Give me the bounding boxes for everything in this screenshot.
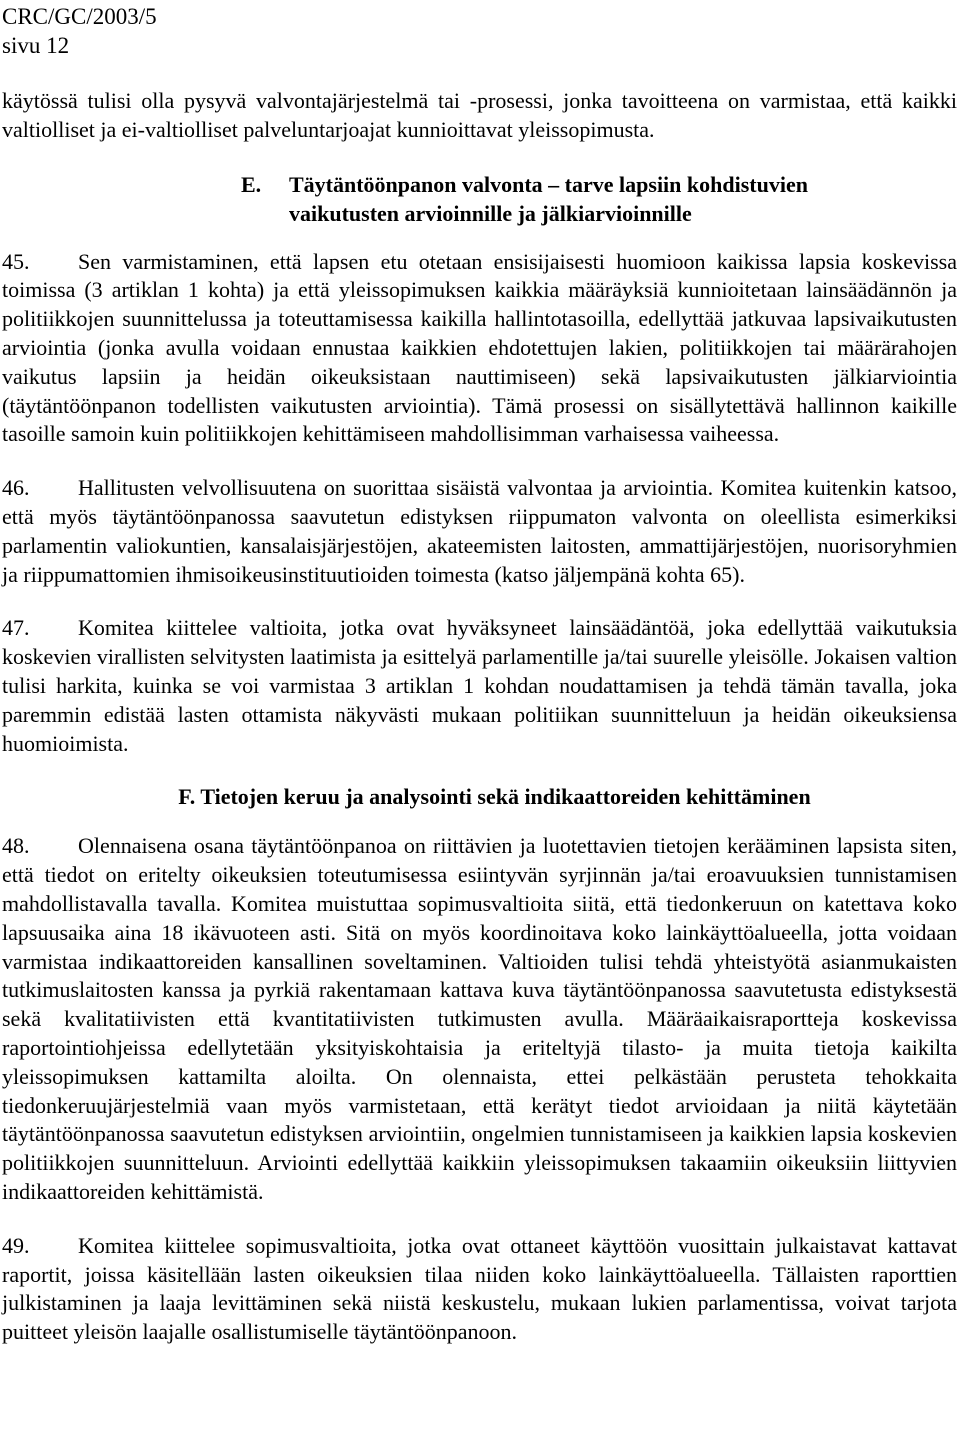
paragraph-47	[2, 614, 957, 758]
section-e-letter: E.	[241, 171, 262, 197]
paragraph-46	[2, 474, 957, 589]
section-e-title-line1: Täytäntöönpanon valvonta – tarve lapsiin kohdistuvien	[289, 171, 808, 197]
section-f-heading: F. Tietojen keruu ja analysointi sekä indikaattoreiden kehittäminen	[178, 784, 811, 810]
paragraph-number: 46.	[2, 475, 30, 501]
paragraph-text: Olennaisena osana täytäntöönpanoa on riittävien ja luotettavien tietojen kerääminen lapsista siten, että tiedot on eritelty oikeuksien toteutumisessa esiintyvän syrjinnän ja/tai eroavuuksien tunnistamisen mahdollistavalla tavalla. Komitea muistuttaa sopimusvaltioita siitä, että tiedonkeruun on katettava koko lapsuusaika aina 18 ikävuoteen asti. Sitä on myös koordinoitava koko lainkäyttöalueella, jotta voidaan varmistaa indikaattoreiden kansallinen soveltaminen. Valtioiden tulisi tehdä yhteistyötä asianmukaisten tutkimuslaitosten kanssa ja pyrkiä rakentamaan kattava kuva täytäntöönpanossa saavutetusta edistyksestä sekä kvalitatiivisten että kvantitatiivisten tutkimusten avulla. Määräaikaisraportteja koskevissa raportointiohjeissa edellytetään yksityiskohtaisia ja eriteltyjä tilasto- ja muita tietoja kaikilta yleissopimuksen kattamilta aloilta. On olennaista, ettei pelkästään perusteta tehokkaita tiedonkeruujärjestelmiä vaan myös varmistetaan, että kerätyt tiedot arvioidaan ja niitä käytetään täytäntöönpanossa saavutetun edistyksen arviointiin, ongelmien tunnistamiseen ja kaikkien lapsia koskevien politiikkojen suunnitteluun. Arviointi edellyttää kaikkiin yleissopimuksen takaamiin oikeuksiin liittyvien indikaattoreiden kehittämistä.	[2, 833, 957, 1204]
paragraph-number: 47.	[2, 615, 30, 641]
paragraph-number: 45.	[2, 248, 30, 274]
paragraph-text: Hallitusten velvollisuutena on suorittaa sisäistä valvontaa ja arviointia. Komitea kuitenkin katsoo, että myös täytäntöönpanossa saavutetun edistyksen riippumaton valvonta on oleellista esimerkiksi parlamentin valiokuntien, kansalaisjärjestöjen, akateemisten laitosten, ammattijärjestöjen, nuorisoryhmien ja riippumattomien ihmisoikeusinstituutioiden toimesta (katso jäljempänä kohta 65).	[2, 475, 957, 587]
paragraph-text: Sen varmistaminen, että lapsen etu otetaan ensisijaisesti huomioon kaikissa lapsia koskevissa toimissa (3 artiklan 1 kohta) ja että yleissopimuksen kaikkia määräyksiä kunnioitetaan lainsäädännön ja politiikkojen suunnittelussa ja toteuttamisessa kaikilla hallintotasoilla, edellyttää jatkuvaa lapsivaikutusten arviointia (jonka avulla voidaan ennustaa kaikkien ehdotettujen lakien, politiikkojen tai määrärahojen vaikutus lapsiin ja heidän oikeuksistaan nauttimiseen) sekä lapsivaikutusten jälkiarviointia (täytäntöönpanon todellisten vaikutusten arviointia). Tämä prosessi on sisällytettävä hallinnon kaikille tasoille samoin kuin politiikkojen kehittämiseen mahdollisimman varhaisessa vaiheessa.	[2, 248, 957, 447]
paragraph-text: Komitea kiittelee sopimusvaltioita, jotka ovat ottaneet käyttöön vuosittain julkaistavat kattavat raportit, joissa käsitellään lasten oikeuksien tilaa niiden koko lainkäyttöalueella. Tällaisten raporttien julkistaminen ja laaja levittäminen sekä niistä keskustelu, mukaan lukien parlamentissa, voivat tarjota puitteet yleisön laajalle osallistumiselle täytäntöönpanoon.	[2, 1232, 957, 1345]
section-e-title-line2: vaikutusten arvioinnille ja jälkiarvioinnille	[289, 200, 692, 226]
paragraph-number: 49.	[2, 1232, 30, 1258]
paragraph-text: Komitea kiittelee valtioita, jotka ovat hyväksyneet lainsäädäntöä, joka edellyttää vaikutuksia koskevien virallisten selvitysten laatimista ja esittelyä parlamentille ja/tai suurelle yleisölle. Jokaisen valtion tulisi harkita, kuinka se voi varmistaa 3 artiklan 1 kohdan noudattamisen ja tehdä tämän tavalla, joka paremmin edistää lasten ottamista näkyvästi mukaan politiikan suunnitteluun ja heidän oikeuksiensa huomioimista.	[2, 615, 957, 756]
intro-paragraph: käytössä tulisi olla pysyvä valvontajärjestelmä tai -prosessi, jonka tavoitteena on varmistaa, että kaikki valtiolliset ja ei-valtiolliset palveluntarjoajat kunnioittavat yleissopimusta.	[2, 88, 957, 142]
page-number-label: sivu 12	[2, 33, 70, 58]
paragraph-45	[2, 248, 957, 450]
paragraph-48	[2, 832, 957, 1206]
paragraph-49	[2, 1232, 957, 1347]
section-e-heading	[2, 170, 957, 228]
document-reference: CRC/GC/2003/5	[2, 4, 157, 29]
document-page	[2, 0, 957, 1347]
paragraph-number: 48.	[2, 833, 30, 859]
